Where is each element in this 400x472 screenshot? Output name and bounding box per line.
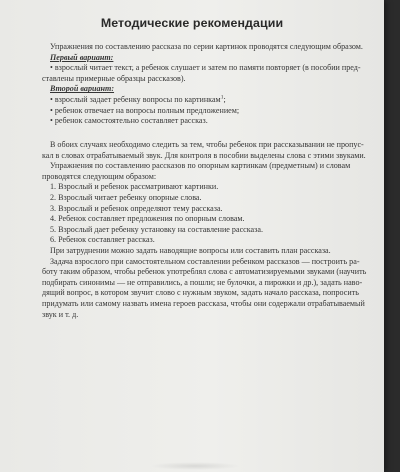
- step-item: 1. Взрослый и ребенок рассматривают картинки.: [50, 182, 219, 192]
- footnote-mark: 1: [220, 94, 224, 101]
- step-item: 2. Взрослый читает ребенку опорные слова.: [50, 192, 202, 202]
- page-title: Методические рекомендации: [100, 16, 284, 30]
- variant1-line-1: • взрослый читает текст, а ребенок слушает и затем по памяти повторяет (в пособии пред-: [50, 63, 361, 73]
- para3-line-1: При затруднении можно задать наводящие вопросы или составить план рассказа.: [50, 245, 331, 255]
- intro-section: [42, 42, 363, 127]
- para2-line-4: проводятся следующим образом:: [42, 171, 157, 181]
- variant2-label: Второй вариант:: [50, 84, 115, 94]
- para3-line-5: дящий вопрос, в котором звучит слово с нужным звуком, задать начало рассказа, попросить: [42, 288, 359, 298]
- para2-line-3: Упражнения по составлению рассказов по опорным картинкам (предметным) и словам: [50, 161, 351, 171]
- step-item: 4. Ребенок составляет предложения по опорным словам.: [50, 214, 245, 224]
- step-item: 3. Взрослый и ребенок определяют тему рассказа.: [50, 203, 223, 213]
- para3-line-3: боту таким образом, чтобы ребенок употреблял слова с автоматизируемыми звуками (научить: [42, 267, 367, 277]
- variant2-line-1: • взрослый задает ребенку вопросы по картинкам$^1$;: [50, 94, 226, 104]
- variant2-line-3: • ребенок самостоятельно составляет рассказ.: [50, 116, 208, 126]
- para3-line-6: придумать или самому назвать имена героев рассказа, чтобы они содержали отрабатываемый: [42, 298, 365, 308]
- para3-line-4: подбирать синонимы — не отправились, а пошли; не булочки, а пирожки и др.), задать наво-: [42, 277, 363, 287]
- page-smudge: [150, 462, 240, 470]
- step-item: 6. Ребенок составляет рассказ.: [50, 235, 155, 245]
- para2-line-2: кал в словах отрабатываемый звук. Для контроля в пособии выделены слова с этими звуками.: [42, 150, 366, 160]
- step-item: 5. Взрослый дает ребенку установку на составление рассказа.: [50, 224, 263, 234]
- variant1-line-2: ставлены примерные образцы рассказов).: [42, 73, 186, 83]
- intro-paragraph: Упражнения по составлению рассказа по серии картинок проводятся следующим образом.: [50, 42, 363, 51]
- control-section: [42, 140, 367, 320]
- variant1-label: Первый вариант:: [50, 52, 114, 62]
- para2-line-1: В обоих случаях необходимо следить за тем, чтобы ребенок при рассказывании не пропус-: [50, 140, 364, 149]
- para3-line-7: звук и т. д.: [42, 309, 79, 319]
- para3-line-2: Задача взрослого при самостоятельном составлении ребенком рассказов — построить ра-: [50, 256, 360, 266]
- variant2-line-2: • ребенок отвечает на вопросы полным предложением;: [50, 105, 240, 115]
